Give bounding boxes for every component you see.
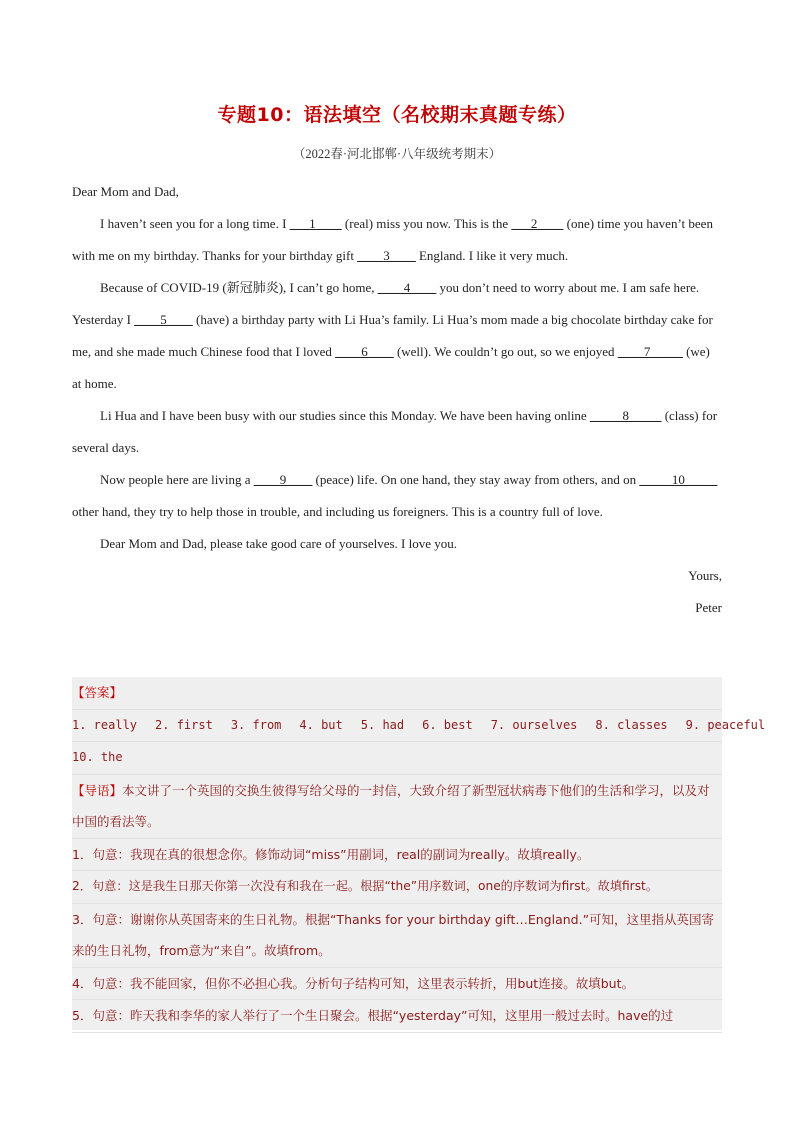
- blank-10[interactable]: _____10_____: [639, 472, 718, 487]
- blank-2[interactable]: ___2____: [511, 216, 564, 231]
- paragraph-2: Because of COVID-19 (新冠肺炎), I can’t go home, ____4____ you don’t need to worry about me. I am safe here. Yesterday I ____5____ (have) a birthday party with Li Hua’s family. Li Hua’s mom made a big chocolate birthday cake for me, and she made much Chinese food that I loved ____6____ (well). We couldn’t go out, so we enjoyed ____7_____ (we) at home.: [72, 280, 713, 391]
- explanation-2: 2．句意：这是我生日那天你第一次没有和我在一起。根据“the”用序数词，one的序数词为first。故填first。: [72, 871, 722, 904]
- answers-row-2: [72, 742, 722, 775]
- guide-label: 【导语】: [72, 782, 123, 798]
- blank-9[interactable]: ____9____: [253, 472, 313, 487]
- guide-text: 本文讲了一个英国的交换生彼得写给父母的一封信，大致介绍了新型冠状病毒下他们的生活和学习，以及对中国的看法等。: [72, 782, 710, 829]
- answer-section: [72, 677, 766, 1030]
- answer-item: 8. classes: [595, 717, 668, 732]
- explanation-4: 4．句意：我不能回家，但你不必担心我。分析句子结构可知，这里表示转折，用but连接。故填but。: [72, 968, 722, 1001]
- page-title: 专题10：语法填空（名校期末真题专练）: [217, 104, 577, 126]
- answer-item: 2. first: [155, 717, 213, 732]
- blank-4[interactable]: ____4____: [377, 280, 437, 295]
- letter-passage: [72, 176, 722, 624]
- blank-8[interactable]: _____8_____: [589, 408, 662, 423]
- guide-line: [72, 775, 722, 839]
- answer-item: 7. ourselves: [490, 717, 578, 732]
- explanation-5: 5．句意：昨天我和李华的家人举行了一个生日聚会。根据“yesterday”可知，这里用一般过去时。have的过: [72, 1000, 722, 1033]
- answer-item: 5. had: [360, 717, 405, 732]
- paragraph-3: Li Hua and I have been busy with our studies since this Monday. We have been having online _____8_____ (class) for several days.: [72, 408, 718, 455]
- blank-1[interactable]: ___1____: [289, 216, 342, 231]
- letter-greeting: Dear Mom and Dad,: [72, 184, 179, 199]
- answer-item: 1. really: [72, 717, 138, 732]
- answer-label: 【答案】: [72, 685, 123, 700]
- explanation-1: 1．句意：我现在真的很想念你。修饰动词“miss”用副词，real的副词为really。故填really。: [72, 839, 722, 872]
- answer-item: 10. the: [72, 750, 123, 764]
- answer-item: 4. but: [299, 717, 343, 732]
- blank-3[interactable]: ____3____: [357, 248, 416, 263]
- blank-6[interactable]: ____6____: [335, 344, 394, 359]
- paragraph-1: I haven’t seen you for a long time. I ___1____ (real) miss you now. This is the ___2____ (one) time you haven’t been with me on my birthday. Thanks for your birthday gift ____3____ England. I like it very much.: [72, 216, 713, 263]
- answer-item: 9. peaceful: [685, 717, 766, 732]
- answer-item: 3. from: [230, 717, 282, 732]
- paragraph-5: Dear Mom and Dad, please take good care of yourselves. I love you.: [100, 536, 458, 551]
- answers-row-1: [72, 710, 766, 743]
- exam-source: （2022春·河北邯郸·八年级统考期末）: [292, 147, 502, 161]
- blank-7[interactable]: ____7_____: [617, 344, 683, 359]
- blank-5[interactable]: ____5____: [134, 312, 193, 327]
- explanation-3: 3．句意：谢谢你从英国寄来的生日礼物。根据“Thanks for your birthday gift…England.”可知，这里指从英国寄来的生日礼物，from意为“来自”。故填from。: [72, 904, 722, 968]
- letter-closing: Yours,: [688, 568, 722, 583]
- answer-item: 6. best: [422, 717, 473, 732]
- letter-signature: Peter: [695, 600, 722, 615]
- paragraph-4: Now people here are living a ____9____ (peace) life. On one hand, they stay away from others, and on _____10_____ other hand, they try to help those in trouble, and including us foreigners. This is a country full of love.: [72, 472, 718, 519]
- answer-label-line: [72, 677, 722, 710]
